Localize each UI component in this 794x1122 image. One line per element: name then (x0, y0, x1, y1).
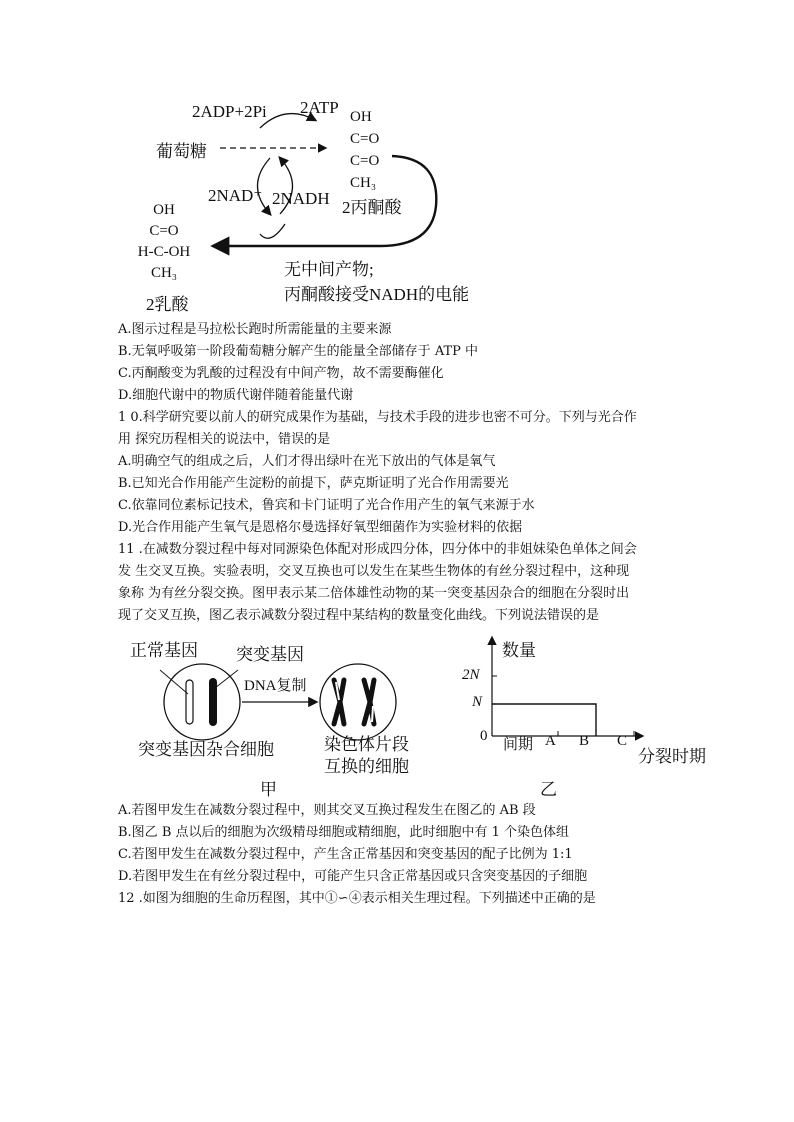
figure-yi-caption: 乙 (540, 780, 557, 799)
chromosome-mutant (209, 678, 217, 726)
tick-n: N (472, 694, 483, 710)
dna-replication-label: DNA复制 (244, 678, 307, 694)
crossover-cell-label-1: 染色体片段 (324, 735, 409, 754)
tick-c: C (617, 733, 628, 749)
q12-stem: 12 .如图为细胞的生命历程图，其中①∽④表示相关生理过程。下列描述中正确的是 (118, 891, 596, 906)
q11-stem-line3: 象称 为有丝分裂交换。图甲表示某二倍体雄性动物的某一突变基因杂合的细胞在分裂时出 (118, 586, 630, 601)
q11-option-c: C.若图甲发生在减数分裂过程中，产生含正常基因和突变基因的配子比例为 1:1 (118, 847, 573, 862)
heterozygous-cell-label: 突变基因杂合细胞 (138, 740, 274, 759)
q11-option-a: A.若图甲发生在减数分裂过程中，则其交叉互换过程发生在图乙的 AB 段 (118, 803, 536, 818)
lactate-label: 2乳酸 (146, 295, 189, 314)
y-axis-label: 数量 (502, 641, 536, 660)
q9-option-b: B.无氧呼吸第一阶段葡萄糖分解产生的能量全部储存于 ATP 中 (118, 344, 479, 359)
glucose-label: 葡萄糖 (156, 142, 207, 161)
adp-label: 2ADP+2Pi (192, 102, 267, 121)
normal-gene-pointer (160, 670, 188, 694)
q11-stem-line1: 11 .在减数分裂过程中每对同源染色体配对形成四分体，四分体中的非姐妹染色单体之间会 (118, 542, 637, 557)
tick-interphase: 间期 (503, 737, 534, 753)
series-line (492, 704, 596, 736)
q11-stem-line4: 现了交叉互换，图乙表示减数分裂过程中某结构的数量变化曲线。下列说法错误的是 (118, 608, 600, 623)
mutant-gene-label: 突变基因 (236, 645, 304, 664)
q10-option-b: B.已知光合作用能产生淀粉的前提下，萨克斯证明了光合作用需要光 (118, 476, 509, 491)
q10-option-c: C.依靠同位素标记技术，鲁宾和卡门证明了光合作用产生的氧气来源于水 (118, 498, 535, 513)
q10-stem-line2: 用 探究历程相关的说法中，错误的是 (118, 432, 331, 447)
q9-option-a: A.图示过程是马拉松长跑时所需能量的主要来源 (118, 322, 392, 337)
q11-stem-line2: 发 生交叉互换。实验表明，交叉互换也可以发生在某些生物体的有丝分裂过程中，这种现 (118, 564, 630, 579)
replicated-chromosomes (334, 680, 374, 724)
q9-option-c: C.丙酮酸变为乳酸的过程没有中间产物，故不需要酶催化 (118, 366, 444, 381)
tick-a: A (545, 733, 556, 749)
tick-2n: 2N (462, 667, 480, 683)
q10-option-a: A.明确空气的组成之后，人们才得出绿叶在光下放出的气体是氧气 (118, 454, 496, 469)
crossover-cell (320, 664, 396, 740)
note-nadh-energy: 丙酮酸接受NADH的电能 (284, 285, 470, 304)
lactate-formula: OH C=O H-C-OH CH₃ (137, 202, 191, 281)
normal-gene-label: 正常基因 (130, 641, 198, 660)
nadh-loop-arrow (260, 224, 285, 238)
q11-option-d: D.若图甲发生在有丝分裂过程中，可能产生只含正常基因或只含突变基因的子细胞 (118, 869, 588, 884)
nadh-label: 2NADH (272, 189, 330, 208)
q10-stem-line1: 1 0.科学研究要以前人的研究成果作为基础，与技术手段的进步也密不可分。下列与光合作 (118, 410, 637, 425)
crossover-cell-label-2: 互换的细胞 (324, 757, 409, 776)
pyruvate-label: 2丙酮酸 (342, 198, 402, 217)
q9-option-d: D.细胞代谢中的物质代谢伴随着能量代谢 (118, 388, 354, 403)
chromosome-normal (186, 680, 193, 724)
figure-jia-caption: 甲 (260, 780, 277, 799)
pyruvate-formula: OH C=O C=O CH₃ (350, 109, 380, 191)
x-axis-label: 分裂时期 (638, 747, 706, 766)
tick-b: B (579, 733, 590, 749)
heterozygous-cell (164, 664, 240, 740)
q11-option-b: B.图乙 B 点以后的细胞为次级精母细胞或精细胞，此时细胞中有 1 个染色体组 (118, 825, 570, 840)
q10-option-d: D.光合作用能产生氧气是恩格尔曼选择好氧型细菌作为实验材料的依据 (118, 520, 523, 535)
note-no-intermediate: 无中间产物; (284, 260, 374, 279)
nad-label: 2NAD⁺ (208, 186, 263, 205)
tick-origin: 0 (480, 728, 488, 744)
atp-label: 2ATP (300, 98, 339, 117)
